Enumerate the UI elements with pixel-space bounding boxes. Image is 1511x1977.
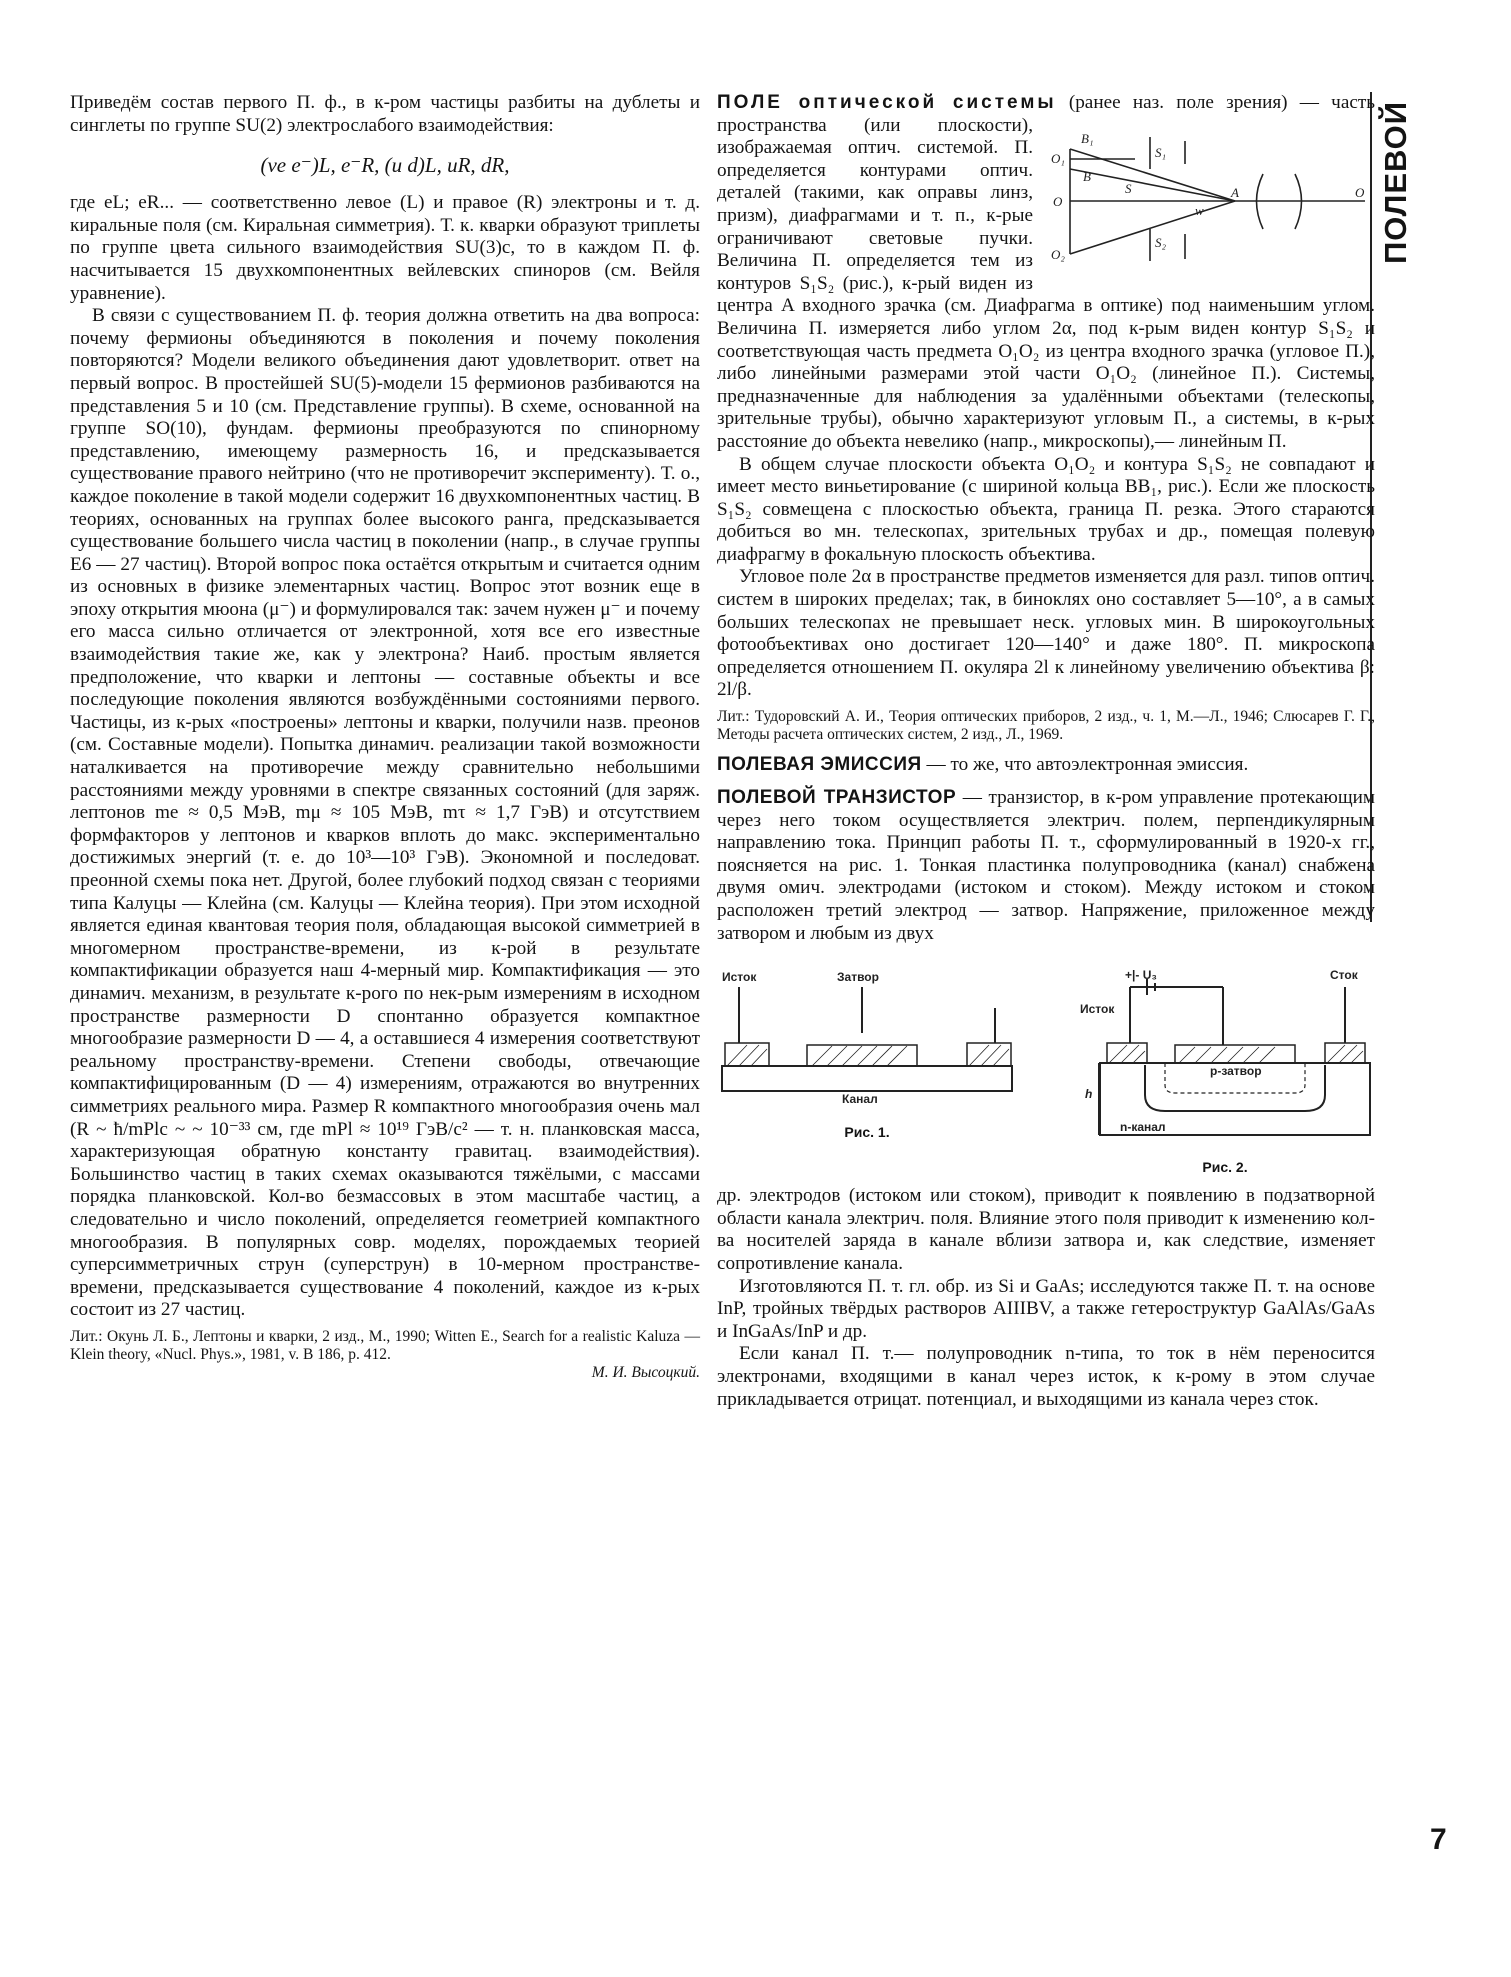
entry-headword: ПОЛЕВОЙ ТРАНЗИСТОР [717,787,957,809]
entry-text: (ранее наз. поле зрения) — часть пространства (или плоскости), изображаемая оптич. системой. П. определяется контурами оптич. деталей (такими, как оправы линз, призм), диафрагмами и т. п., к-рые ограничивают световые пучки. Величина П. определяется тем из контуров S₁S₂ (рис.), к-рый виден из центра A входного зрачка (см. Диафрагма в оптике) под наименьшим углом. Величина П. измеряется либо углом 2α, под к-рым виден контур S₁S₂ и соответствующая часть предмета O₁O₂ из центра входного зрачка (угловое П.), либо линейными размерами этой части O₁O₂ (линейное П.). Системы, предназначенные для наблюдения за удалёнными объектами (телескопы, зрительные трубы), обычно характеризуют угловым П., а системы, в к-рых расстояние до объекта невелико (напр., микроскопы),— линейным П. [717,92,1376,452]
optics-label: O₁ [1051,150,1065,166]
paragraph: Угловое поле 2α в пространстве предметов изменяется для разл. типов оптич. систем в широких пределах; так, в биноклях оно составляет 5—10°, а в самых больших телескопах не превышает неск. угловых мин. В широкоугольных фотообъективах оно достигает 120—140° и даже 180°. П. микроскопа определяется отношением П. окуляра 2l к линейному увеличению объектива β: 2l/β. [717,566,1375,701]
paragraph: Изготовляются П. т. гл. обр. из Si и GaAs; исследуются также П. т. на основе InP, тройных твёрдых растворов AIIIBV, а также гетероструктур GaAlAs/GaAs и InGaAs/InP и др. [717,1275,1375,1342]
paragraph: В связи с существованием П. ф. теория должна ответить на два вопроса: почему фермионы объединяются в поколения и почему поколения повторяются? Модели великого объединения дают удовлетворит. ответ на первый вопрос. В простейшей SU(5)-модели 15 фермионов разбиваются на представления 5 и 10 (см. Представление группы). В схеме, основанной на группе SO(10), фундам. фермионы преобразуются по спинорному представлению, имеющему размерность 16, и предсказывается существование правого нейтрино (что не противоречит эксперименту). Т. о., каждое поколение в такой модели содержит 16 двухкомпонентных частиц. В теориях, основанных на группах более высокого ранга, предсказывается существование большего числа частиц в поколении (напр., в случае группы E6 — 27 частиц). Второй вопрос пока остаётся открытым и считается одним из основных в физике элементарных частиц. Вопрос этот возник еще в эпоху открытия мюона (μ⁻) и формулировался так: зачем нужен μ⁻ и почему его масса сильно отличается от электронной, хотя все его известные взаимодействия такие же, как у электрона? Наиб. простым является предположение, что кварки и лептоны — составные объекты и все последующие поколения являются возбуждёнными состояниями первого. Частицы, из к-рых «построены» лептоны и кварки, получили назв. преонов (см. Составные модели). Попытка динамич. реализации такой возможности наталкивается на противоречие между сравнительно небольшими расстояниями между уровнями в спектре связанных состояний (для заряж. лептонов me ≈ 0,5 МэВ, mμ ≈ 105 МэВ, mτ ≈ 1,7 ГэВ) и отсутствием формфакторов у лептонов и кварков вплоть до макс. экспериментально достижимых энергий (т. е. до 10³—10³ ГэВ). Экономной и последоват. преонной схемы пока нет. Другой, более глубокий подход связан с теориями типа Калуцы — Клейна (см. Калуцы — Клейна теория). При этом исходной является единая квантовая теория поля, обладающая высокой симметрией в многомерном пространстве-времени, из к-рой в результате компактификации образуется наш 4-мерный мир. Компактификация — это динамич. механизм, в результате к-рого по нек-рым измерениям в исходном пространстве размерности D спонтанно образуется компактное многообразие размерности D — 4, а оставшиеся 4 измерения соответствуют реальному пространству-времени. Степени свободы, отвечающие компактифицированным (D — 4) измерениям, отражаются во внутренних симметриях реального мира. Размер R компактного многообразия очень мал (R ~ ħ/mPlc ~ ~ 10⁻³³ см, где mPl ≈ 10¹⁹ ГэВ/c² — т. н. планковская масса, характеризующая обратную константу гравитац. взаимодействия). Большинство частиц в таких схемах оказываются тяжёлыми, с массами порядка планковской. Кол-во безмассовых в этом масштабе частиц, а следовательно и число поколений, определяется геометрией компактного многообразия. В популярных совр. моделях, порождаемых теорией суперсимметричных струн (суперструн) в 10-мерном пространстве-времени, предсказывается существование 4 поколений, каждое из к-рых состоит из 27 частиц. [70,305,700,1321]
figure-label: +|- U₃ [1125,968,1157,983]
entry-paragraph [717,754,1375,777]
entry-text: — транзистор, в к-ром управление протекающим через него током осуществляется электрич. полем, перпендикулярным направлению тока. Принцип работы П. т., сформулированный в 1920-х гг., поясняется на рис. 1. Тонкая пластинка полупроводника (канал) снабжена двумя омич. электродами (истоком и стоком). Между истоком и стоком расположен третий электрод — затвор. Напряжение, приложенное между затвором и любым из двух [717,787,1376,944]
paragraph: Приведём состав первого П. ф., в к-ром частицы разбиты на дублеты и синглеты по группе SU(2) электрослабого взаимодействия: [70,92,700,136]
optics-label: A [1231,184,1239,200]
optics-label: B [1083,168,1091,184]
figure-row [717,963,1375,1175]
entry-polevaya-emissiya [717,754,1375,777]
right-column [717,92,1375,1411]
figure-label: p-затвор [1210,1064,1262,1079]
entry-polevoy-tranzistor [717,787,1375,1411]
optics-diagram [1045,119,1375,274]
literature: Лит.: Тудоровский А. И., Теория оптических приборов, 2 изд., ч. 1, М.—Л., 1946; Слюсарев Г. Г., Методы расчета оптических систем, 2 изд., Л., 1969. [717,708,1375,744]
figure-caption: Рис. 1. [844,1124,890,1141]
figure-label: Исток [1080,1002,1115,1017]
optics-label: O [1355,184,1365,200]
optics-label: S₂ [1155,234,1167,250]
optics-label: S₁ [1155,144,1167,160]
entry-paragraph [717,787,1375,945]
paragraph: где eL; eR... — соответственно левое (L) и правое (R) электроны и т. д. киральные поля (см. Киральная симметрия). Т. к. кварки образуют триплеты по группе цвета сильного взаимодействия SU(3)c, то в каждом П. ф. насчитывается 15 двухкомпонентных вейлевских спиноров (см. Вейля уравнение). [70,192,700,304]
running-head: ПОЛЕВОЙ [1378,100,1413,264]
optics-label: S [1125,180,1132,196]
formula: (νe e⁻)L, e⁻R, (u d)L, uR, dR, [260,153,510,178]
entry-headword: ПОЛЕ оптической системы [717,92,1057,113]
author-signature: М. И. Высоцкий. [591,1364,700,1382]
literature: Лит.: Окунь Л. Б., Лептоны и кварки, 2 изд., М., 1990; Witten E., Search for a realistic Kaluza — Klein theory, «Nucl. Phys.», 1981, v. B 186, p. 412. [70,1327,700,1364]
figure-1-diagram [717,963,1017,1113]
optics-label: B₁ [1081,130,1094,146]
entry-headword: ПОЛЕВАЯ ЭМИССИЯ [717,754,922,776]
optics-label: w [1195,202,1204,218]
figure-label: Затвор [837,970,879,985]
figure-2 [1075,963,1375,1175]
figure-label: n-канал [1120,1120,1166,1135]
paragraph: др. электродов (истоком или стоком), приводит к появлению в подзатворной области канала электрич. поля. Влияние этого поля приводит к изменению кол-ва носителей заряда в канале вблизи затвора и, как следствие, изменяет сопротивление канала. [717,1185,1375,1274]
entry-paragraph [717,92,1375,454]
optics-label: O₂ [1051,246,1065,262]
figure-caption: Рис. 2. [1202,1159,1248,1176]
entry-text: — то же, что автоэлектронная эмиссия. [926,754,1249,776]
figure-label: h [1085,1087,1093,1102]
figure-1 [717,963,1017,1175]
entry-pole [717,92,1375,744]
page-number: 7 [1430,1823,1447,1856]
figure-label: Сток [1330,968,1358,983]
figure-2-diagram [1075,963,1375,1148]
figure-label: Исток [722,970,757,985]
left-column [70,92,700,1382]
optics-label: O [1053,193,1063,209]
figure-label: Канал [842,1092,878,1107]
paragraph: В общем случае плоскости объекта O₁O₂ и контура S₁S₂ не совпадают и имеет место виньетирование (с шириной кольца BB₁, рис.). Если же плоскость S₁S₂ совмещена с плоскостью объекта, граница П. резка. Этого стараются добиться во мн. телескопах, зрительных трубах и др., помещая полевую диафрагму в фокальную плоскость объектива. [717,453,1375,565]
paragraph: Если канал П. т.— полупроводник n-типа, то ток в нём переносится электронами, входящими в канал через исток, к к-рому в этом случае прикладывается отрицат. потенциал, и выходящими из канала через сток. [717,1343,1375,1410]
